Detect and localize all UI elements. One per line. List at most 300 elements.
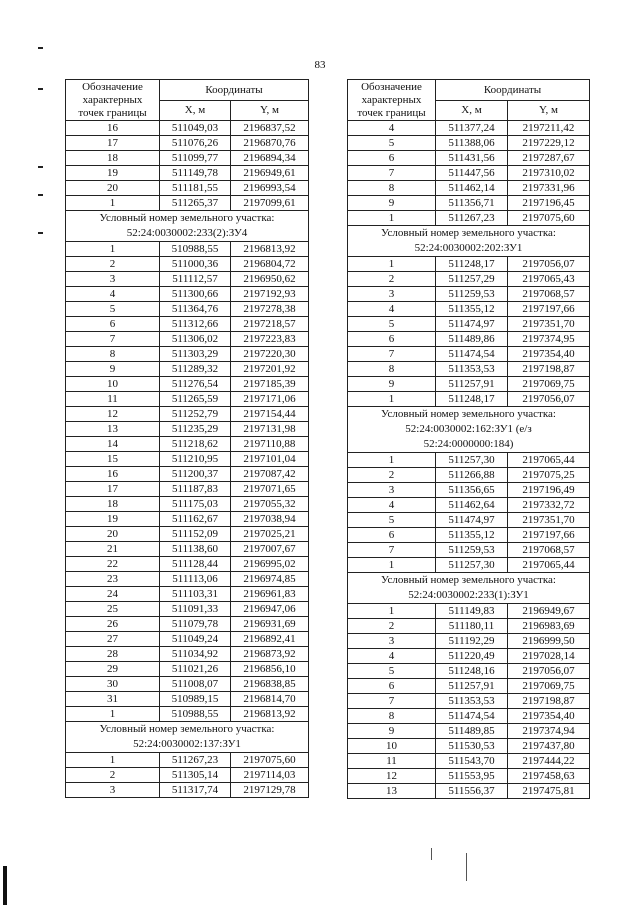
x-coordinate-cell: 511259,53 (436, 287, 508, 302)
point-number-cell: 4 (66, 287, 160, 302)
y-coordinate-cell: 2197068,57 (508, 287, 590, 302)
x-coordinate-cell: 511128,44 (160, 557, 231, 572)
x-coordinate-cell: 511210,95 (160, 452, 231, 467)
margin-mark (38, 88, 43, 90)
x-coordinate-cell: 511149,78 (160, 166, 231, 181)
x-coordinate-cell: 511112,57 (160, 272, 231, 287)
point-number-cell: 1 (348, 604, 436, 619)
point-number-cell: 8 (66, 347, 160, 362)
table-row (348, 664, 590, 679)
x-coordinate-cell: 511259,53 (436, 543, 508, 558)
x-coordinate-cell: 511267,23 (436, 211, 508, 226)
table-row (348, 272, 590, 287)
table-row (66, 467, 309, 482)
x-coordinate-cell: 511364,76 (160, 302, 231, 317)
y-coordinate-cell: 2197201,92 (231, 362, 309, 377)
x-coordinate-cell: 511266,88 (436, 468, 508, 483)
table-row (348, 181, 590, 196)
y-coordinate-cell: 2197192,93 (231, 287, 309, 302)
x-coordinate-cell: 511312,66 (160, 317, 231, 332)
y-coordinate-cell: 2197025,21 (231, 527, 309, 542)
y-coordinate-cell: 2197374,95 (508, 332, 590, 347)
y-coordinate-cell: 2196870,76 (231, 136, 309, 151)
point-number-cell: 18 (66, 497, 160, 512)
point-number-cell: 1 (66, 707, 160, 722)
y-coordinate-cell: 2197028,14 (508, 649, 590, 664)
x-coordinate-cell: 511021,26 (160, 662, 231, 677)
table-row (348, 136, 590, 151)
y-coordinate-cell: 2197110,88 (231, 437, 309, 452)
table-row (66, 151, 309, 166)
header-designation: Обозначение характерных точек границы (348, 80, 436, 121)
point-number-cell: 8 (348, 181, 436, 196)
point-number-cell: 3 (66, 783, 160, 798)
x-coordinate-cell: 511267,23 (160, 753, 231, 768)
y-coordinate-cell: 2197069,75 (508, 377, 590, 392)
point-number-cell: 1 (66, 196, 160, 211)
y-coordinate-cell: 2197038,94 (231, 512, 309, 527)
x-coordinate-cell: 511276,54 (160, 377, 231, 392)
x-coordinate-cell: 511181,55 (160, 181, 231, 196)
y-coordinate-cell: 2197198,87 (508, 362, 590, 377)
table-row (66, 572, 309, 587)
table-row (66, 753, 309, 768)
y-coordinate-cell: 2196892,41 (231, 632, 309, 647)
table-row (348, 649, 590, 664)
table-row (66, 317, 309, 332)
y-coordinate-cell: 2197351,70 (508, 317, 590, 332)
point-number-cell: 17 (66, 482, 160, 497)
point-number-cell: 29 (66, 662, 160, 677)
table-row (348, 724, 590, 739)
table-row (66, 692, 309, 707)
y-coordinate-cell: 2197278,38 (231, 302, 309, 317)
y-coordinate-cell: 2196813,92 (231, 242, 309, 257)
land-plot-title-line: Условный номер земельного участка: (381, 574, 556, 586)
point-number-cell: 31 (66, 692, 160, 707)
x-coordinate-cell: 510989,15 (160, 692, 231, 707)
y-coordinate-cell: 2197154,44 (231, 407, 309, 422)
table-row (348, 166, 590, 181)
y-coordinate-cell: 2197197,66 (508, 302, 590, 317)
x-coordinate-cell: 511000,36 (160, 257, 231, 272)
table-row (66, 512, 309, 527)
y-coordinate-cell: 2196993,54 (231, 181, 309, 196)
point-number-cell: 6 (66, 317, 160, 332)
land-plot-title-line: 52:24:0030002:162:ЗУ1 (е/з (405, 423, 532, 435)
section-header-row (348, 407, 590, 453)
table-row (348, 362, 590, 377)
y-coordinate-cell: 2197287,67 (508, 151, 590, 166)
land-plot-title (66, 211, 309, 242)
land-plot-title-line: 52:24:0030002:233(2):ЗУ4 (126, 227, 248, 239)
point-number-cell: 7 (348, 166, 436, 181)
point-number-cell: 1 (66, 753, 160, 768)
x-coordinate-cell: 511138,60 (160, 542, 231, 557)
y-coordinate-cell: 2197198,87 (508, 694, 590, 709)
table-body-right (348, 121, 590, 799)
header-x: X, м (436, 100, 508, 121)
y-coordinate-cell: 2197171,06 (231, 392, 309, 407)
point-number-cell: 2 (348, 619, 436, 634)
point-number-cell: 9 (66, 362, 160, 377)
point-number-cell: 8 (348, 362, 436, 377)
point-number-cell: 20 (66, 527, 160, 542)
point-number-cell: 19 (66, 512, 160, 527)
scan-edge-mark (3, 866, 7, 905)
table-row (348, 634, 590, 649)
table-row (348, 151, 590, 166)
y-coordinate-cell: 2197075,25 (508, 468, 590, 483)
x-coordinate-cell: 511113,06 (160, 572, 231, 587)
table-row (348, 483, 590, 498)
y-coordinate-cell: 2197007,67 (231, 542, 309, 557)
table-row (348, 121, 590, 136)
table-row (348, 784, 590, 799)
point-number-cell: 28 (66, 647, 160, 662)
x-coordinate-cell: 511008,07 (160, 677, 231, 692)
x-coordinate-cell: 511152,09 (160, 527, 231, 542)
y-coordinate-cell: 2196894,34 (231, 151, 309, 166)
y-coordinate-cell: 2197218,57 (231, 317, 309, 332)
point-number-cell: 22 (66, 557, 160, 572)
point-number-cell: 7 (348, 347, 436, 362)
y-coordinate-cell: 2197354,40 (508, 347, 590, 362)
point-number-cell: 1 (348, 392, 436, 407)
table-row (348, 528, 590, 543)
y-coordinate-cell: 2197129,78 (231, 783, 309, 798)
x-coordinate-cell: 511303,29 (160, 347, 231, 362)
x-coordinate-cell: 511474,54 (436, 709, 508, 724)
point-number-cell: 17 (66, 136, 160, 151)
y-coordinate-cell: 2197444,22 (508, 754, 590, 769)
x-coordinate-cell: 511353,53 (436, 362, 508, 377)
y-coordinate-cell: 2196947,06 (231, 602, 309, 617)
x-coordinate-cell: 511289,32 (160, 362, 231, 377)
land-plot-title-line: Условный номер земельного участка: (381, 408, 556, 420)
y-coordinate-cell: 2197475,81 (508, 784, 590, 799)
x-coordinate-cell: 511103,31 (160, 587, 231, 602)
point-number-cell: 1 (66, 242, 160, 257)
land-plot-title-line: 52:24:0030002:137:ЗУ1 (133, 738, 241, 750)
table-row (66, 422, 309, 437)
x-coordinate-cell: 511355,12 (436, 302, 508, 317)
table-row (66, 407, 309, 422)
y-coordinate-cell: 2196838,85 (231, 677, 309, 692)
x-coordinate-cell: 511034,92 (160, 647, 231, 662)
land-plot-title (348, 226, 590, 257)
x-coordinate-cell: 511248,17 (436, 257, 508, 272)
section-header-row (348, 226, 590, 257)
table-row (66, 121, 309, 136)
y-coordinate-cell: 2197229,12 (508, 136, 590, 151)
x-coordinate-cell: 511200,37 (160, 467, 231, 482)
y-coordinate-cell: 2197056,07 (508, 664, 590, 679)
table-row (66, 707, 309, 722)
point-number-cell: 1 (348, 558, 436, 573)
table-row (348, 604, 590, 619)
y-coordinate-cell: 2197332,72 (508, 498, 590, 513)
x-coordinate-cell: 511257,91 (436, 679, 508, 694)
table-row (66, 392, 309, 407)
point-number-cell: 25 (66, 602, 160, 617)
point-number-cell: 10 (348, 739, 436, 754)
margin-mark (38, 194, 43, 196)
x-coordinate-cell: 511180,11 (436, 619, 508, 634)
point-number-cell: 21 (66, 542, 160, 557)
point-number-cell: 12 (66, 407, 160, 422)
x-coordinate-cell: 510988,55 (160, 242, 231, 257)
point-number-cell: 3 (348, 634, 436, 649)
table-row (66, 482, 309, 497)
point-number-cell: 30 (66, 677, 160, 692)
point-number-cell: 16 (66, 121, 160, 136)
y-coordinate-cell: 2197075,60 (508, 211, 590, 226)
x-coordinate-cell: 511447,56 (436, 166, 508, 181)
point-number-cell: 3 (66, 272, 160, 287)
x-coordinate-cell: 511252,79 (160, 407, 231, 422)
y-coordinate-cell: 2197196,45 (508, 196, 590, 211)
x-coordinate-cell: 511248,17 (436, 392, 508, 407)
point-number-cell: 5 (348, 317, 436, 332)
table-row (348, 769, 590, 784)
table-row (66, 542, 309, 557)
point-number-cell: 10 (66, 377, 160, 392)
x-coordinate-cell: 511474,97 (436, 317, 508, 332)
table-row (66, 662, 309, 677)
land-plot-title-line: Условный номер земельного участка: (381, 227, 556, 239)
x-coordinate-cell: 511355,12 (436, 528, 508, 543)
land-plot-title-line: 52:24:0030002:233(1):ЗУ1 (408, 589, 529, 601)
y-coordinate-cell: 2196837,52 (231, 121, 309, 136)
x-coordinate-cell: 511353,53 (436, 694, 508, 709)
point-number-cell: 11 (66, 392, 160, 407)
y-coordinate-cell: 2197211,42 (508, 121, 590, 136)
y-coordinate-cell: 2197185,39 (231, 377, 309, 392)
x-coordinate-cell: 510988,55 (160, 707, 231, 722)
y-coordinate-cell: 2197331,96 (508, 181, 590, 196)
y-coordinate-cell: 2196804,72 (231, 257, 309, 272)
y-coordinate-cell: 2197075,60 (231, 753, 309, 768)
x-coordinate-cell: 511356,71 (436, 196, 508, 211)
land-plot-title-line: 52:24:0030002:202:ЗУ1 (414, 242, 523, 254)
x-coordinate-cell: 511317,74 (160, 783, 231, 798)
table-row (66, 242, 309, 257)
x-coordinate-cell: 511192,29 (436, 634, 508, 649)
x-coordinate-cell: 511265,59 (160, 392, 231, 407)
header-coordinates: Координаты (436, 80, 590, 101)
y-coordinate-cell: 2197114,03 (231, 768, 309, 783)
point-number-cell: 4 (348, 302, 436, 317)
section-header-row (348, 573, 590, 604)
y-coordinate-cell: 2196995,02 (231, 557, 309, 572)
table-row (348, 392, 590, 407)
y-coordinate-cell: 2196974,85 (231, 572, 309, 587)
table-row (66, 617, 309, 632)
table-row (66, 332, 309, 347)
x-coordinate-cell: 511257,91 (436, 377, 508, 392)
table-row (66, 768, 309, 783)
y-coordinate-cell: 2196813,92 (231, 707, 309, 722)
y-coordinate-cell: 2196999,50 (508, 634, 590, 649)
y-coordinate-cell: 2196931,69 (231, 617, 309, 632)
x-coordinate-cell: 511474,97 (436, 513, 508, 528)
coordinates-table-left (65, 79, 309, 798)
y-coordinate-cell: 2196961,83 (231, 587, 309, 602)
point-number-cell: 5 (66, 302, 160, 317)
table-row (348, 558, 590, 573)
table-row (66, 677, 309, 692)
point-number-cell: 4 (348, 121, 436, 136)
table-row (348, 377, 590, 392)
table-row (348, 347, 590, 362)
table-row (348, 709, 590, 724)
section-header-row (66, 211, 309, 242)
point-number-cell: 4 (348, 498, 436, 513)
point-number-cell: 1 (348, 453, 436, 468)
x-coordinate-cell: 511474,54 (436, 347, 508, 362)
table-row (66, 437, 309, 452)
x-coordinate-cell: 511248,16 (436, 664, 508, 679)
y-coordinate-cell: 2197197,66 (508, 528, 590, 543)
x-coordinate-cell: 511257,30 (436, 558, 508, 573)
x-coordinate-cell: 511431,56 (436, 151, 508, 166)
y-coordinate-cell: 2196814,70 (231, 692, 309, 707)
table-row (348, 679, 590, 694)
table-body-left (66, 121, 309, 798)
point-number-cell: 6 (348, 151, 436, 166)
table-row (66, 557, 309, 572)
table-row (66, 181, 309, 196)
point-number-cell: 5 (348, 513, 436, 528)
x-coordinate-cell: 511257,30 (436, 453, 508, 468)
point-number-cell: 13 (66, 422, 160, 437)
table-row (66, 196, 309, 211)
header-designation: Обозначение характерных точек границы (66, 80, 160, 121)
y-coordinate-cell: 2196950,62 (231, 272, 309, 287)
point-number-cell: 2 (66, 257, 160, 272)
y-coordinate-cell: 2197068,57 (508, 543, 590, 558)
point-number-cell: 6 (348, 679, 436, 694)
land-plot-title (348, 573, 590, 604)
y-coordinate-cell: 2196856,10 (231, 662, 309, 677)
point-number-cell: 7 (348, 543, 436, 558)
y-coordinate-cell: 2197065,44 (508, 558, 590, 573)
table-row (348, 317, 590, 332)
x-coordinate-cell: 511220,49 (436, 649, 508, 664)
table-row (66, 257, 309, 272)
x-coordinate-cell: 511462,64 (436, 498, 508, 513)
point-number-cell: 24 (66, 587, 160, 602)
table-row (348, 468, 590, 483)
point-number-cell: 23 (66, 572, 160, 587)
x-coordinate-cell: 511175,03 (160, 497, 231, 512)
table-row (66, 497, 309, 512)
y-coordinate-cell: 2196983,69 (508, 619, 590, 634)
table-row (66, 347, 309, 362)
x-coordinate-cell: 511553,95 (436, 769, 508, 784)
margin-mark (38, 232, 43, 234)
y-coordinate-cell: 2197351,70 (508, 513, 590, 528)
x-coordinate-cell: 511187,83 (160, 482, 231, 497)
table-row (66, 287, 309, 302)
x-coordinate-cell: 511049,24 (160, 632, 231, 647)
x-coordinate-cell: 511300,66 (160, 287, 231, 302)
y-coordinate-cell: 2197087,42 (231, 467, 309, 482)
point-number-cell: 6 (348, 528, 436, 543)
point-number-cell: 27 (66, 632, 160, 647)
x-coordinate-cell: 511149,83 (436, 604, 508, 619)
x-coordinate-cell: 511091,33 (160, 602, 231, 617)
point-number-cell: 3 (348, 483, 436, 498)
x-coordinate-cell: 511162,67 (160, 512, 231, 527)
table-row (348, 543, 590, 558)
table-row (66, 452, 309, 467)
point-number-cell: 2 (348, 468, 436, 483)
header-y: Y, м (508, 100, 590, 121)
x-coordinate-cell: 511218,62 (160, 437, 231, 452)
y-coordinate-cell: 2197354,40 (508, 709, 590, 724)
point-number-cell: 9 (348, 377, 436, 392)
x-coordinate-cell: 511489,85 (436, 724, 508, 739)
y-coordinate-cell: 2197069,75 (508, 679, 590, 694)
table-row (348, 453, 590, 468)
point-number-cell: 6 (348, 332, 436, 347)
y-coordinate-cell: 2196949,67 (508, 604, 590, 619)
x-coordinate-cell: 511305,14 (160, 768, 231, 783)
scan-artifact (431, 848, 432, 860)
y-coordinate-cell: 2197065,44 (508, 453, 590, 468)
table-row (348, 302, 590, 317)
y-coordinate-cell: 2197310,02 (508, 166, 590, 181)
x-coordinate-cell: 511235,29 (160, 422, 231, 437)
page-number: 83 (314, 59, 326, 71)
y-coordinate-cell: 2197056,07 (508, 392, 590, 407)
point-number-cell: 4 (348, 649, 436, 664)
x-coordinate-cell: 511377,24 (436, 121, 508, 136)
x-coordinate-cell: 511462,14 (436, 181, 508, 196)
y-coordinate-cell: 2196949,61 (231, 166, 309, 181)
x-coordinate-cell: 511099,77 (160, 151, 231, 166)
point-number-cell: 2 (66, 768, 160, 783)
table-row (66, 362, 309, 377)
land-plot-title (66, 722, 309, 753)
x-coordinate-cell: 511265,37 (160, 196, 231, 211)
point-number-cell: 13 (348, 784, 436, 799)
table-row (66, 783, 309, 798)
header-coordinates: Координаты (160, 80, 309, 101)
table-row (348, 619, 590, 634)
point-number-cell: 7 (66, 332, 160, 347)
y-coordinate-cell: 2197055,32 (231, 497, 309, 512)
x-coordinate-cell: 511543,70 (436, 754, 508, 769)
point-number-cell: 26 (66, 617, 160, 632)
table-row (348, 257, 590, 272)
y-coordinate-cell: 2197065,43 (508, 272, 590, 287)
y-coordinate-cell: 2197099,61 (231, 196, 309, 211)
table-row (66, 136, 309, 151)
point-number-cell: 8 (348, 709, 436, 724)
point-number-cell: 2 (348, 272, 436, 287)
table-row (348, 498, 590, 513)
x-coordinate-cell: 511076,26 (160, 136, 231, 151)
point-number-cell: 14 (66, 437, 160, 452)
table-row (66, 377, 309, 392)
y-coordinate-cell: 2196873,92 (231, 647, 309, 662)
point-number-cell: 7 (348, 694, 436, 709)
x-coordinate-cell: 511556,37 (436, 784, 508, 799)
table-row (348, 332, 590, 347)
